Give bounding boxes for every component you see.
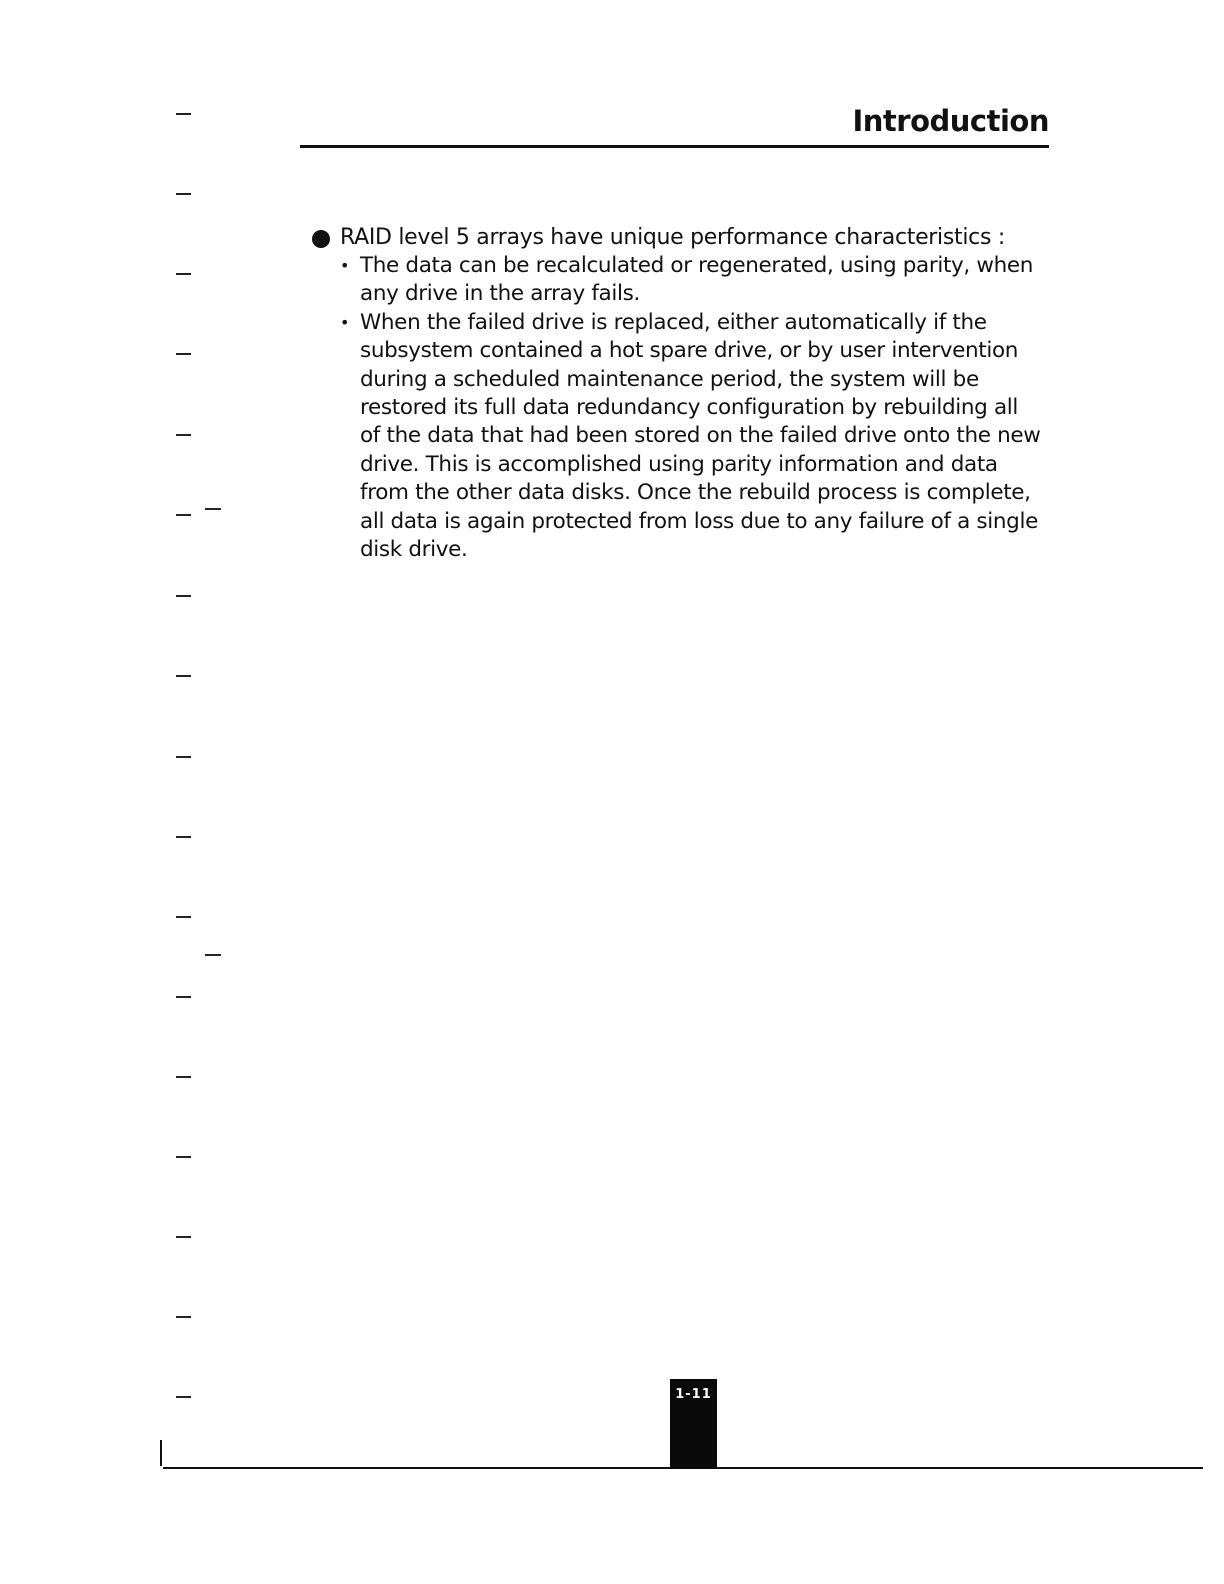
footer-left-mark xyxy=(160,1440,162,1466)
list-item xyxy=(340,252,1042,309)
margin-tick xyxy=(176,595,191,597)
sub-bullet-list xyxy=(340,252,1042,564)
margin-tick xyxy=(205,954,221,956)
margin-tick xyxy=(176,916,191,918)
filled-circle-bullet-icon xyxy=(312,230,330,248)
margin-tick xyxy=(176,1156,191,1158)
margin-tick xyxy=(176,1316,191,1318)
margin-tick xyxy=(176,675,191,677)
page-number-tab xyxy=(670,1379,717,1469)
margin-tick xyxy=(176,514,191,516)
page-title: Introduction xyxy=(852,104,1049,138)
margin-tick xyxy=(176,434,191,436)
body-content xyxy=(312,223,1042,564)
list-item xyxy=(340,309,1042,565)
margin-tick xyxy=(176,273,191,275)
main-bullet-text: RAID level 5 arrays have unique performance characteristics : xyxy=(340,225,1005,250)
margin-tick xyxy=(176,836,191,838)
margin-tick xyxy=(176,1236,191,1238)
list-item-text: The data can be recalculated or regenerated, using parity, when any drive in the array fails. xyxy=(360,253,1034,307)
small-dot-bullet-icon: • xyxy=(340,312,350,332)
margin-tick xyxy=(176,193,191,195)
margin-tick xyxy=(176,996,191,998)
margin-tick xyxy=(205,508,221,510)
margin-tick xyxy=(176,113,191,115)
margin-tick xyxy=(176,1076,191,1078)
small-dot-bullet-icon: • xyxy=(340,256,350,275)
main-bullet-item xyxy=(312,223,1042,252)
margin-tick xyxy=(176,756,191,758)
page-number: 1-11 xyxy=(675,1387,712,1402)
header-rule xyxy=(300,145,1049,148)
margin-tick xyxy=(176,1396,191,1398)
list-item-text: When the failed drive is replaced, either automatically if the subsystem contained a hot spare drive, or by user intervention during a scheduled maintenance period, the system will be restored its full data redundancy configuration by rebuilding all of the data that had been stored on the failed drive onto the new drive. This is accomplished using parity information and data from the other data disks. Once the rebuild process is complete, all data is again protected from loss due to any failure of a single disk drive. xyxy=(360,309,1041,563)
margin-tick xyxy=(176,353,191,355)
